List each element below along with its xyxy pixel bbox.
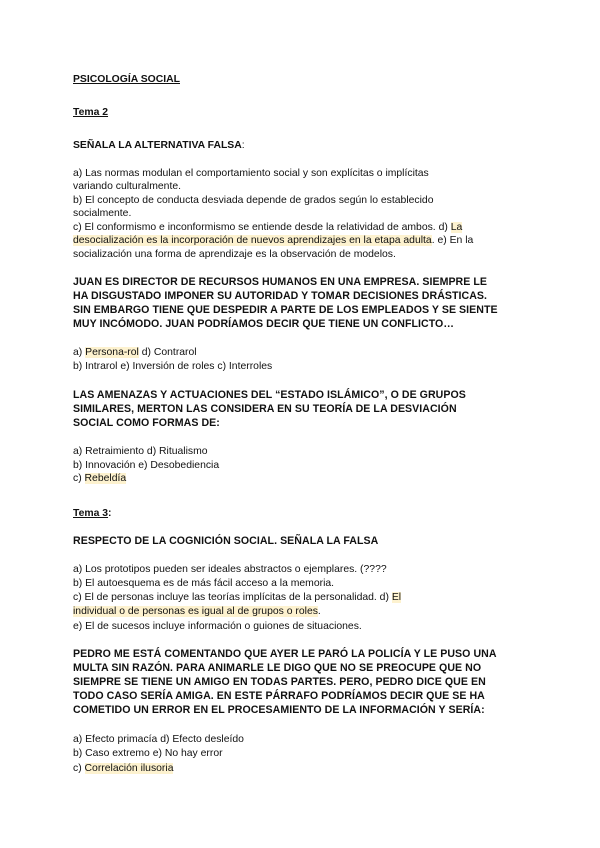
question-5-line-1: PEDRO ME ESTÁ COMENTANDO QUE AYER LE PARÓ LA POLICÍA Y LE PUSO UNA — [73, 648, 497, 660]
highlighted-answer: Correlación ilusoria — [84, 763, 174, 774]
question-2-line-1: JUAN ES DIRECTOR DE RECURSOS HUMANOS EN UNA EMPRESA. SIEMPRE LE — [73, 276, 488, 288]
question-1-option-a-cont: variando culturalmente. — [73, 181, 182, 192]
section-heading-tema-3 — [73, 507, 112, 520]
question-5-line-3: SIEMPRE SE TIENE UN AMIGO EN TODAS PARTES. PERO, PEDRO DICE QUE EN — [73, 676, 486, 688]
question-1-option-a: a) Las normas modulan el comportamiento social y son explícitas o implícitas — [73, 168, 429, 179]
highlighted-answer: Persona-rol — [85, 347, 139, 358]
question-5-option-c-label: c) — [73, 763, 85, 774]
question-3-options-3 — [73, 472, 126, 485]
question-5-options-1: a) Efecto primacía d) Efecto desleído — [73, 734, 244, 745]
question-1-option-d-cont — [73, 234, 473, 247]
question-2-line-2: HA DISGUSTADO IMPONER SU AUTORIDAD Y TOMAR DECISIONES DRÁSTICAS. — [73, 290, 488, 302]
question-1-prompt-text: SEÑALA LA ALTERNATIVA FALSA — [73, 140, 242, 151]
question-2-options-2: b) Intrarol e) Inversión de roles c) Interroles — [73, 361, 273, 372]
question-2-option-a-label: a) — [73, 347, 86, 358]
question-5-options-3 — [73, 762, 173, 775]
question-4-prompt: RESPECTO DE LA COGNICIÓN SOCIAL. SEÑALA LA FALSA — [73, 535, 379, 547]
question-5-options-2: b) Caso extremo e) No hay error — [73, 748, 223, 759]
question-4-option-c-text: c) El de personas incluye las teorías implícitas de la personalidad. d) — [73, 592, 392, 603]
question-4-option-e: e) El de sucesos incluye información o guiones de situaciones. — [73, 621, 362, 632]
tema-3-colon: : — [108, 508, 112, 519]
question-4-option-b: b) El autoesquema es de más fácil acceso a la memoria. — [73, 578, 335, 589]
question-1-option-c-text: c) El conformismo e inconformismo se entiende desde la relatividad de ambos. d) — [73, 222, 451, 233]
question-1-option-e-cont: socialización una forma de aprendizaje es la observación de modelos. — [73, 249, 396, 260]
question-2-line-3: SIN EMBARGO TIENE QUE DESPEDIR A PARTE DE LOS EMPLEADOS Y SE SIENTE — [73, 304, 498, 316]
question-5-line-2: MULTA SIN RAZÓN. PARA ANIMARLE LE DIGO QUE NO SE PREOCUPE QUE NO — [73, 662, 482, 674]
question-4-period: . — [317, 606, 321, 617]
question-3-options-2: b) Innovación e) Desobediencia — [73, 460, 220, 471]
question-3-line-2: SIMILARES, MERTON LAS CONSIDERA EN SU TEORÍA DE LA DESVIACIÓN — [73, 403, 457, 415]
question-4-option-a: a) Los prototipos pueden ser ideales abstractos o ejemplares. (???? — [73, 564, 387, 575]
question-3-option-c-label: c) — [73, 473, 85, 484]
highlighted-answer: El — [391, 592, 402, 603]
question-2-options-1 — [73, 346, 197, 359]
question-3-options-1: a) Retraimiento d) Ritualismo — [73, 446, 208, 457]
question-1-option-c — [73, 221, 462, 234]
question-3-line-1: LAS AMENAZAS Y ACTUACIONES DEL “ESTADO ISLÁMICO”, O DE GRUPOS — [73, 389, 466, 401]
question-3-line-3: SOCIAL COMO FORMAS DE: — [73, 417, 220, 429]
highlighted-answer: Rebeldía — [84, 473, 127, 484]
section-heading-tema-2: Tema 2 — [73, 107, 109, 118]
question-2-option-d: d) Contrarol — [138, 347, 197, 358]
question-1-option-e-start: . e) En la — [431, 235, 474, 246]
question-2-line-4: MUY INCÓMODO. JUAN PODRÍAMOS DECIR QUE TIENE UN CONFLICTO… — [73, 318, 454, 330]
question-1-option-b: b) El concepto de conducta desviada depende de grados según lo establecido — [73, 195, 434, 206]
question-1-prompt — [73, 139, 245, 152]
document-title: PSICOLOGÍA SOCIAL — [73, 74, 180, 85]
highlighted-answer: individual o de personas es igual al de grupos o roles — [73, 606, 318, 617]
tema-3-text: Tema 3 — [73, 508, 109, 519]
question-1-prompt-colon: : — [241, 140, 245, 151]
question-5-line-4: TODO CASO SERÍA AMIGA. EN ESTE PÁRRAFO PODRÍAMOS DECIR QUE SE HA — [73, 690, 485, 702]
highlighted-answer: La — [450, 222, 463, 233]
highlighted-answer: desocialización es la incorporación de nuevos aprendizajes en la etapa adulta — [73, 235, 432, 246]
question-1-option-b-cont: socialmente. — [73, 208, 132, 219]
question-5-line-5: COMETIDO UN ERROR EN EL PROCESAMIENTO DE LA INFORMACIÓN Y SERÍA: — [73, 704, 485, 716]
question-4-option-c — [73, 591, 401, 604]
question-4-option-d-cont — [73, 605, 321, 618]
